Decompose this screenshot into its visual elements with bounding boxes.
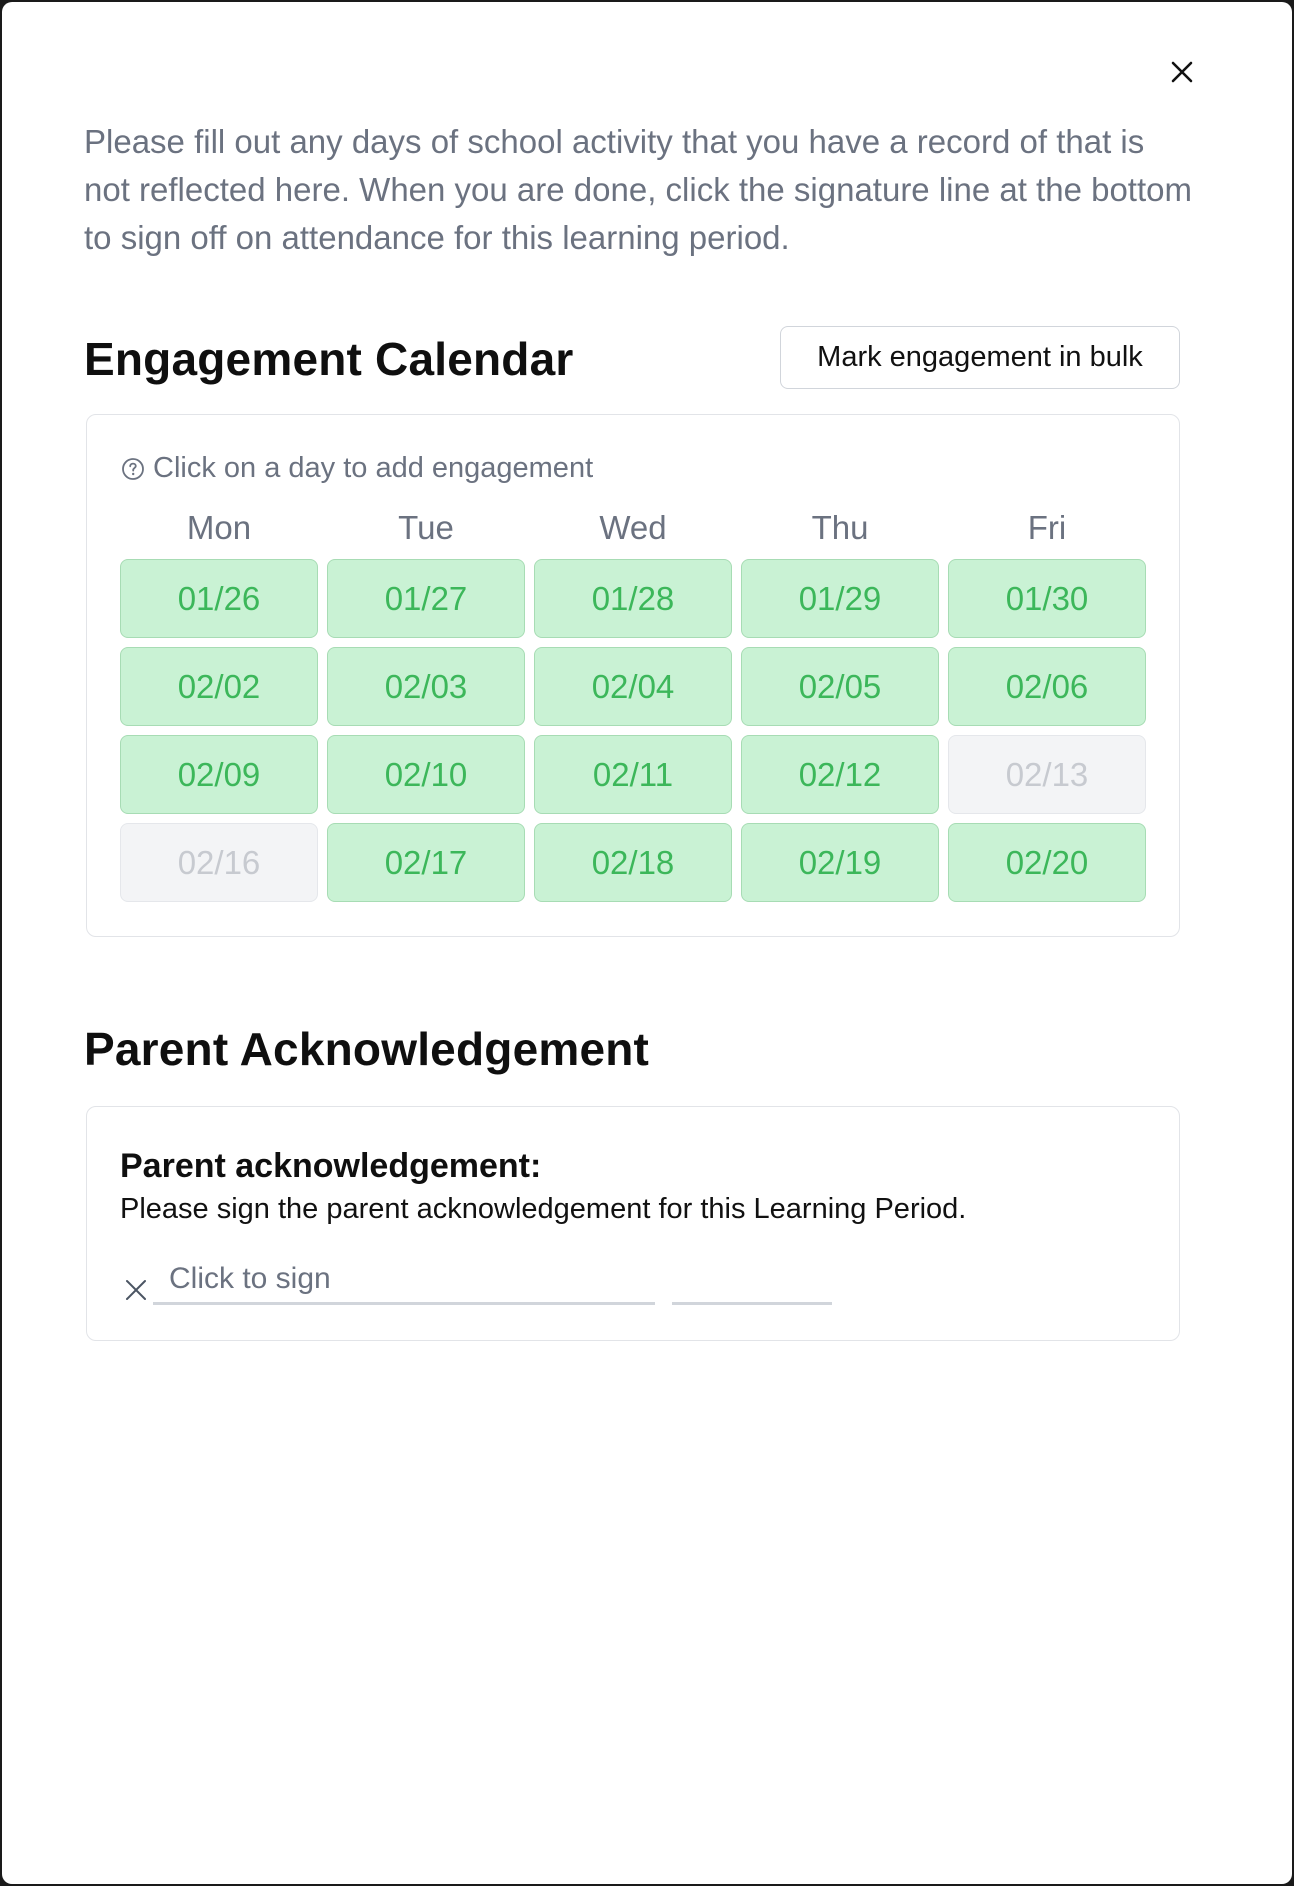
engagement-calendar-title: Engagement Calendar: [84, 333, 574, 385]
calendar-day[interactable]: 02/05: [741, 647, 939, 726]
signature-date-line: [672, 1259, 832, 1305]
calendar-day[interactable]: 02/02: [120, 647, 318, 726]
calendar-day[interactable]: 02/10: [327, 735, 525, 814]
calendar-day[interactable]: 01/30: [948, 559, 1146, 638]
calendar-hint-text: Click on a day to add engagement: [153, 452, 594, 484]
weekday-fri: Fri: [1027, 509, 1067, 546]
close-button[interactable]: [1164, 54, 1200, 90]
calendar-day[interactable]: 02/03: [327, 647, 525, 726]
calendar-hint: [121, 452, 593, 485]
calendar-day[interactable]: 02/09: [120, 735, 318, 814]
close-icon[interactable]: [1169, 59, 1195, 85]
calendar-day[interactable]: 01/27: [327, 559, 525, 638]
weekday-wed: Wed: [599, 509, 667, 546]
intro-text: Please fill out any days of school activity that you have a record of that is not reflected here. When you are done, click the signature line at the bottom to sign off on attendance for this learning period.: [84, 123, 1192, 256]
calendar-day[interactable]: 02/04: [534, 647, 732, 726]
calendar-days-grid: [120, 559, 1146, 902]
engagement-calendar: [86, 414, 1180, 937]
question-circle-icon: [121, 457, 145, 481]
calendar-day[interactable]: 02/16: [120, 823, 318, 902]
calendar-day[interactable]: 02/18: [534, 823, 732, 902]
calendar-day[interactable]: 02/17: [327, 823, 525, 902]
calendar-day[interactable]: 02/11: [534, 735, 732, 814]
x-mark-icon: [123, 1277, 149, 1303]
calendar-day[interactable]: 02/19: [741, 823, 939, 902]
parent-acknowledgement-title: Parent Acknowledgement: [84, 1023, 650, 1075]
attendance-modal: [2, 2, 1292, 1884]
calendar-day[interactable]: 01/28: [534, 559, 732, 638]
weekday-thu: Thu: [811, 509, 869, 546]
calendar-day[interactable]: 02/06: [948, 647, 1146, 726]
weekday-header: [120, 509, 1150, 547]
calendar-day[interactable]: 02/20: [948, 823, 1146, 902]
signature-field[interactable]: Click to sign: [153, 1259, 655, 1305]
acknowledgement-description: Please sign the parent acknowledgement for this Learning Period.: [120, 1193, 967, 1225]
calendar-day[interactable]: 01/26: [120, 559, 318, 638]
calendar-day[interactable]: 01/29: [741, 559, 939, 638]
weekday-mon: Mon: [186, 509, 252, 546]
mark-engagement-bulk-button[interactable]: Mark engagement in bulk: [780, 326, 1180, 389]
calendar-day[interactable]: 02/12: [741, 735, 939, 814]
acknowledgement-label: Parent acknowledgement:: [120, 1147, 542, 1185]
weekday-tue: Tue: [398, 509, 454, 546]
parent-acknowledgement-card: [86, 1106, 1180, 1341]
calendar-day[interactable]: 02/13: [948, 735, 1146, 814]
